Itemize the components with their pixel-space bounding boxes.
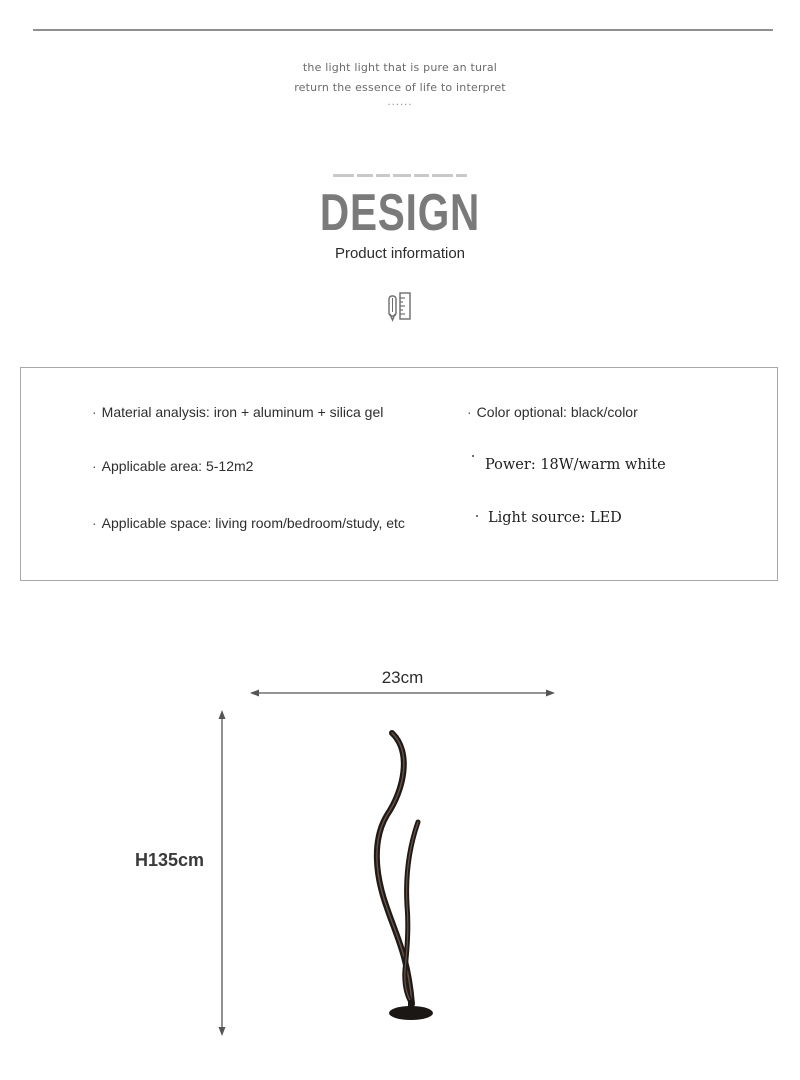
spec-bullet: · bbox=[92, 515, 97, 531]
tagline-dots: ...... bbox=[387, 97, 413, 108]
design-title: DESIGN bbox=[319, 184, 481, 242]
spec-bullet: · bbox=[92, 458, 97, 474]
spec-color-text: Color optional: black/color bbox=[476, 404, 638, 420]
width-dimension-arrow bbox=[250, 690, 555, 697]
floor-lamp-image bbox=[377, 733, 433, 1020]
spec-bullet: · bbox=[467, 404, 472, 420]
spec-area-text: Applicable area: 5-12m2 bbox=[101, 458, 254, 474]
spec-power: Power: 18W/warm white bbox=[485, 457, 666, 473]
tagline-line-2: return the essence of life to interpret bbox=[294, 81, 506, 94]
spec-light-source: Light source: LED bbox=[488, 510, 622, 526]
height-dimension-label: H135cm bbox=[135, 850, 205, 870]
spec-bullet: · bbox=[92, 404, 97, 420]
tagline-line-1: the light light that is pure an tural bbox=[302, 61, 498, 74]
height-dimension-arrow bbox=[219, 710, 226, 1036]
spec-material-text: Material analysis: iron + aluminum + silica gel bbox=[101, 404, 384, 420]
spec-space-text: Applicable space: living room/bedroom/study, etc bbox=[101, 515, 405, 531]
product-information-subtitle: Product information bbox=[334, 245, 466, 262]
width-dimension-label: 23cm bbox=[381, 668, 424, 687]
